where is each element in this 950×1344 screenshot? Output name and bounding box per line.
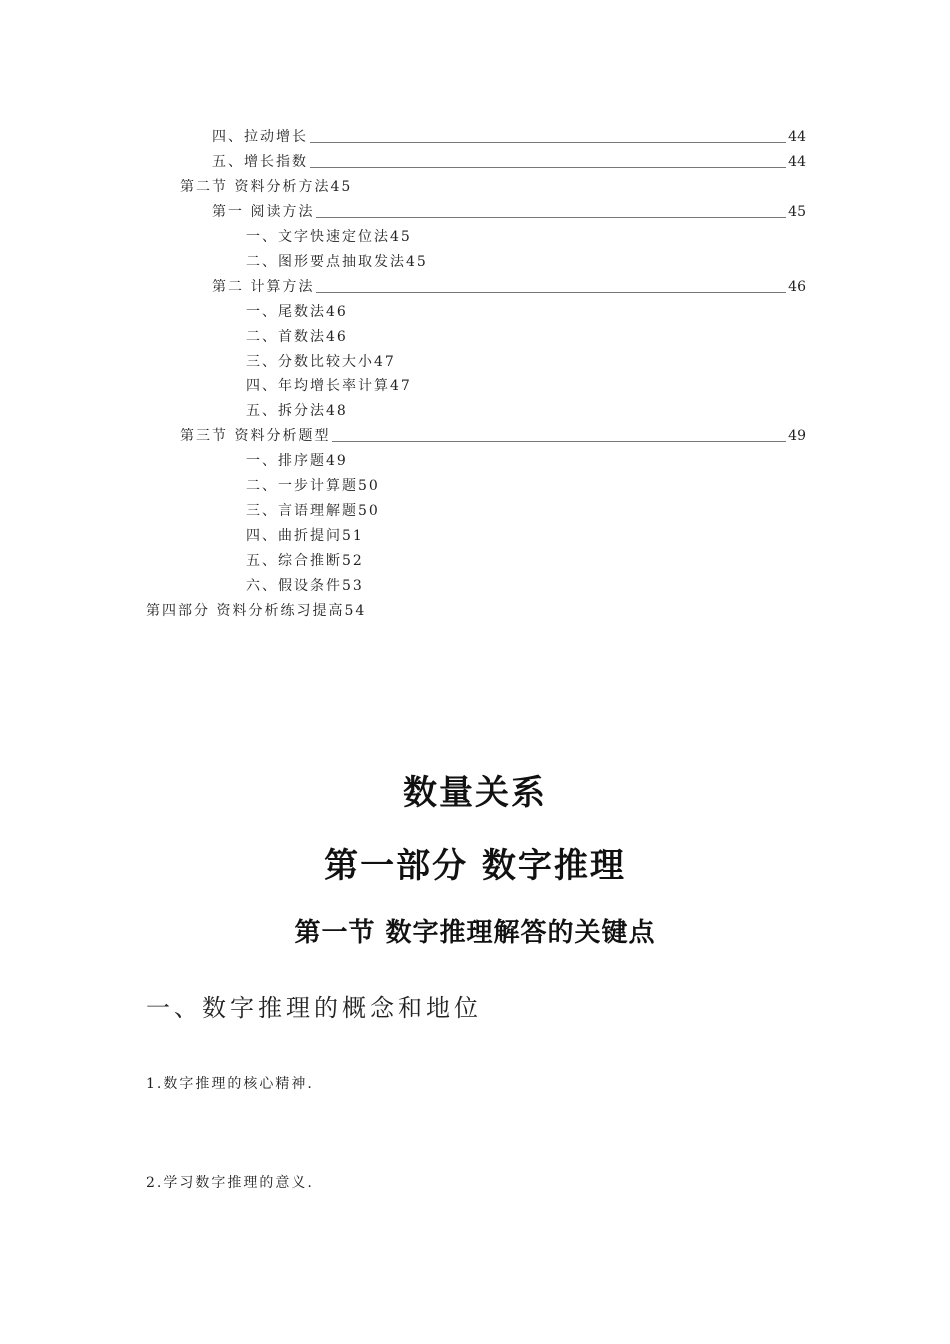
toc-entry[interactable]: [212, 277, 806, 297]
toc-entry-label: 五、增长指数: [212, 154, 308, 170]
toc-leader-line: [310, 166, 786, 168]
toc-entry[interactable]: [246, 501, 380, 521]
toc-entry[interactable]: [246, 227, 412, 247]
toc-entry[interactable]: [146, 601, 366, 621]
toc-entry-label: 五、综合推断52: [246, 553, 364, 569]
toc-page-number: 49: [788, 428, 806, 444]
subsection-heading: 一、数字推理的概念和地位: [146, 994, 482, 1022]
toc-entry-label: 二、首数法46: [246, 329, 348, 345]
toc-entry-label: 一、文字快速定位法45: [246, 229, 412, 245]
toc-entry[interactable]: [246, 401, 348, 421]
toc-entry[interactable]: [246, 451, 348, 471]
paragraph: 1.数字推理的核心精神.: [146, 1076, 314, 1092]
toc-entry-label: 第一 阅读方法: [212, 204, 315, 220]
toc-entry-label: 四、年均增长率计算47: [246, 378, 412, 394]
toc-entry[interactable]: [246, 576, 364, 596]
toc-entry-label: 第二 计算方法: [212, 279, 315, 295]
toc-entry-label: 一、排序题49: [246, 453, 348, 469]
toc-entry[interactable]: [246, 376, 412, 396]
toc-entry-label: 五、拆分法48: [246, 403, 348, 419]
toc-entry-label: 一、尾数法46: [246, 304, 348, 320]
paragraph: 2.学习数字推理的意义.: [146, 1175, 314, 1191]
toc-entry-label: 三、分数比较大小47: [246, 354, 396, 370]
toc-entry[interactable]: [212, 202, 806, 222]
toc-page-number: 46: [788, 279, 806, 295]
toc-page-number: 45: [788, 204, 806, 220]
toc-leader-line: [316, 291, 786, 293]
toc-leader-line: [316, 216, 786, 218]
toc-entry-label: 三、言语理解题50: [246, 503, 380, 519]
document-title: 数量关系: [403, 773, 547, 813]
toc-entry-label: 二、一步计算题50: [246, 478, 380, 494]
toc-entry-label: 第三节 资料分析题型: [180, 428, 331, 444]
toc-page-number: 44: [788, 129, 806, 145]
toc-entry[interactable]: [246, 551, 364, 571]
toc-page-number: 44: [788, 154, 806, 170]
toc-entry[interactable]: [180, 177, 352, 197]
toc-entry[interactable]: [246, 526, 364, 546]
part-heading: 第一部分 数字推理: [324, 846, 626, 886]
toc-entry[interactable]: [212, 127, 806, 147]
toc-entry[interactable]: [246, 352, 396, 372]
toc-entry[interactable]: [180, 426, 806, 446]
toc-entry-label: 四、曲折提问51: [246, 528, 364, 544]
toc-entry[interactable]: [246, 327, 348, 347]
toc-leader-line: [332, 440, 786, 442]
toc-leader-line: [310, 141, 786, 143]
toc-entry-label: 第四部分 资料分析练习提高54: [146, 603, 367, 619]
toc-entry-label: 第二节 资料分析方法45: [180, 179, 353, 195]
section-heading: 第一节 数字推理解答的关键点: [294, 918, 656, 948]
toc-entry-label: 四、拉动增长: [212, 129, 308, 145]
toc-entry[interactable]: [246, 302, 348, 322]
toc-entry-label: 二、图形要点抽取发法45: [246, 254, 428, 270]
toc-entry[interactable]: [212, 152, 806, 172]
toc-entry[interactable]: [246, 252, 428, 272]
toc-entry[interactable]: [246, 476, 380, 496]
toc-entry-label: 六、假设条件53: [246, 578, 364, 594]
